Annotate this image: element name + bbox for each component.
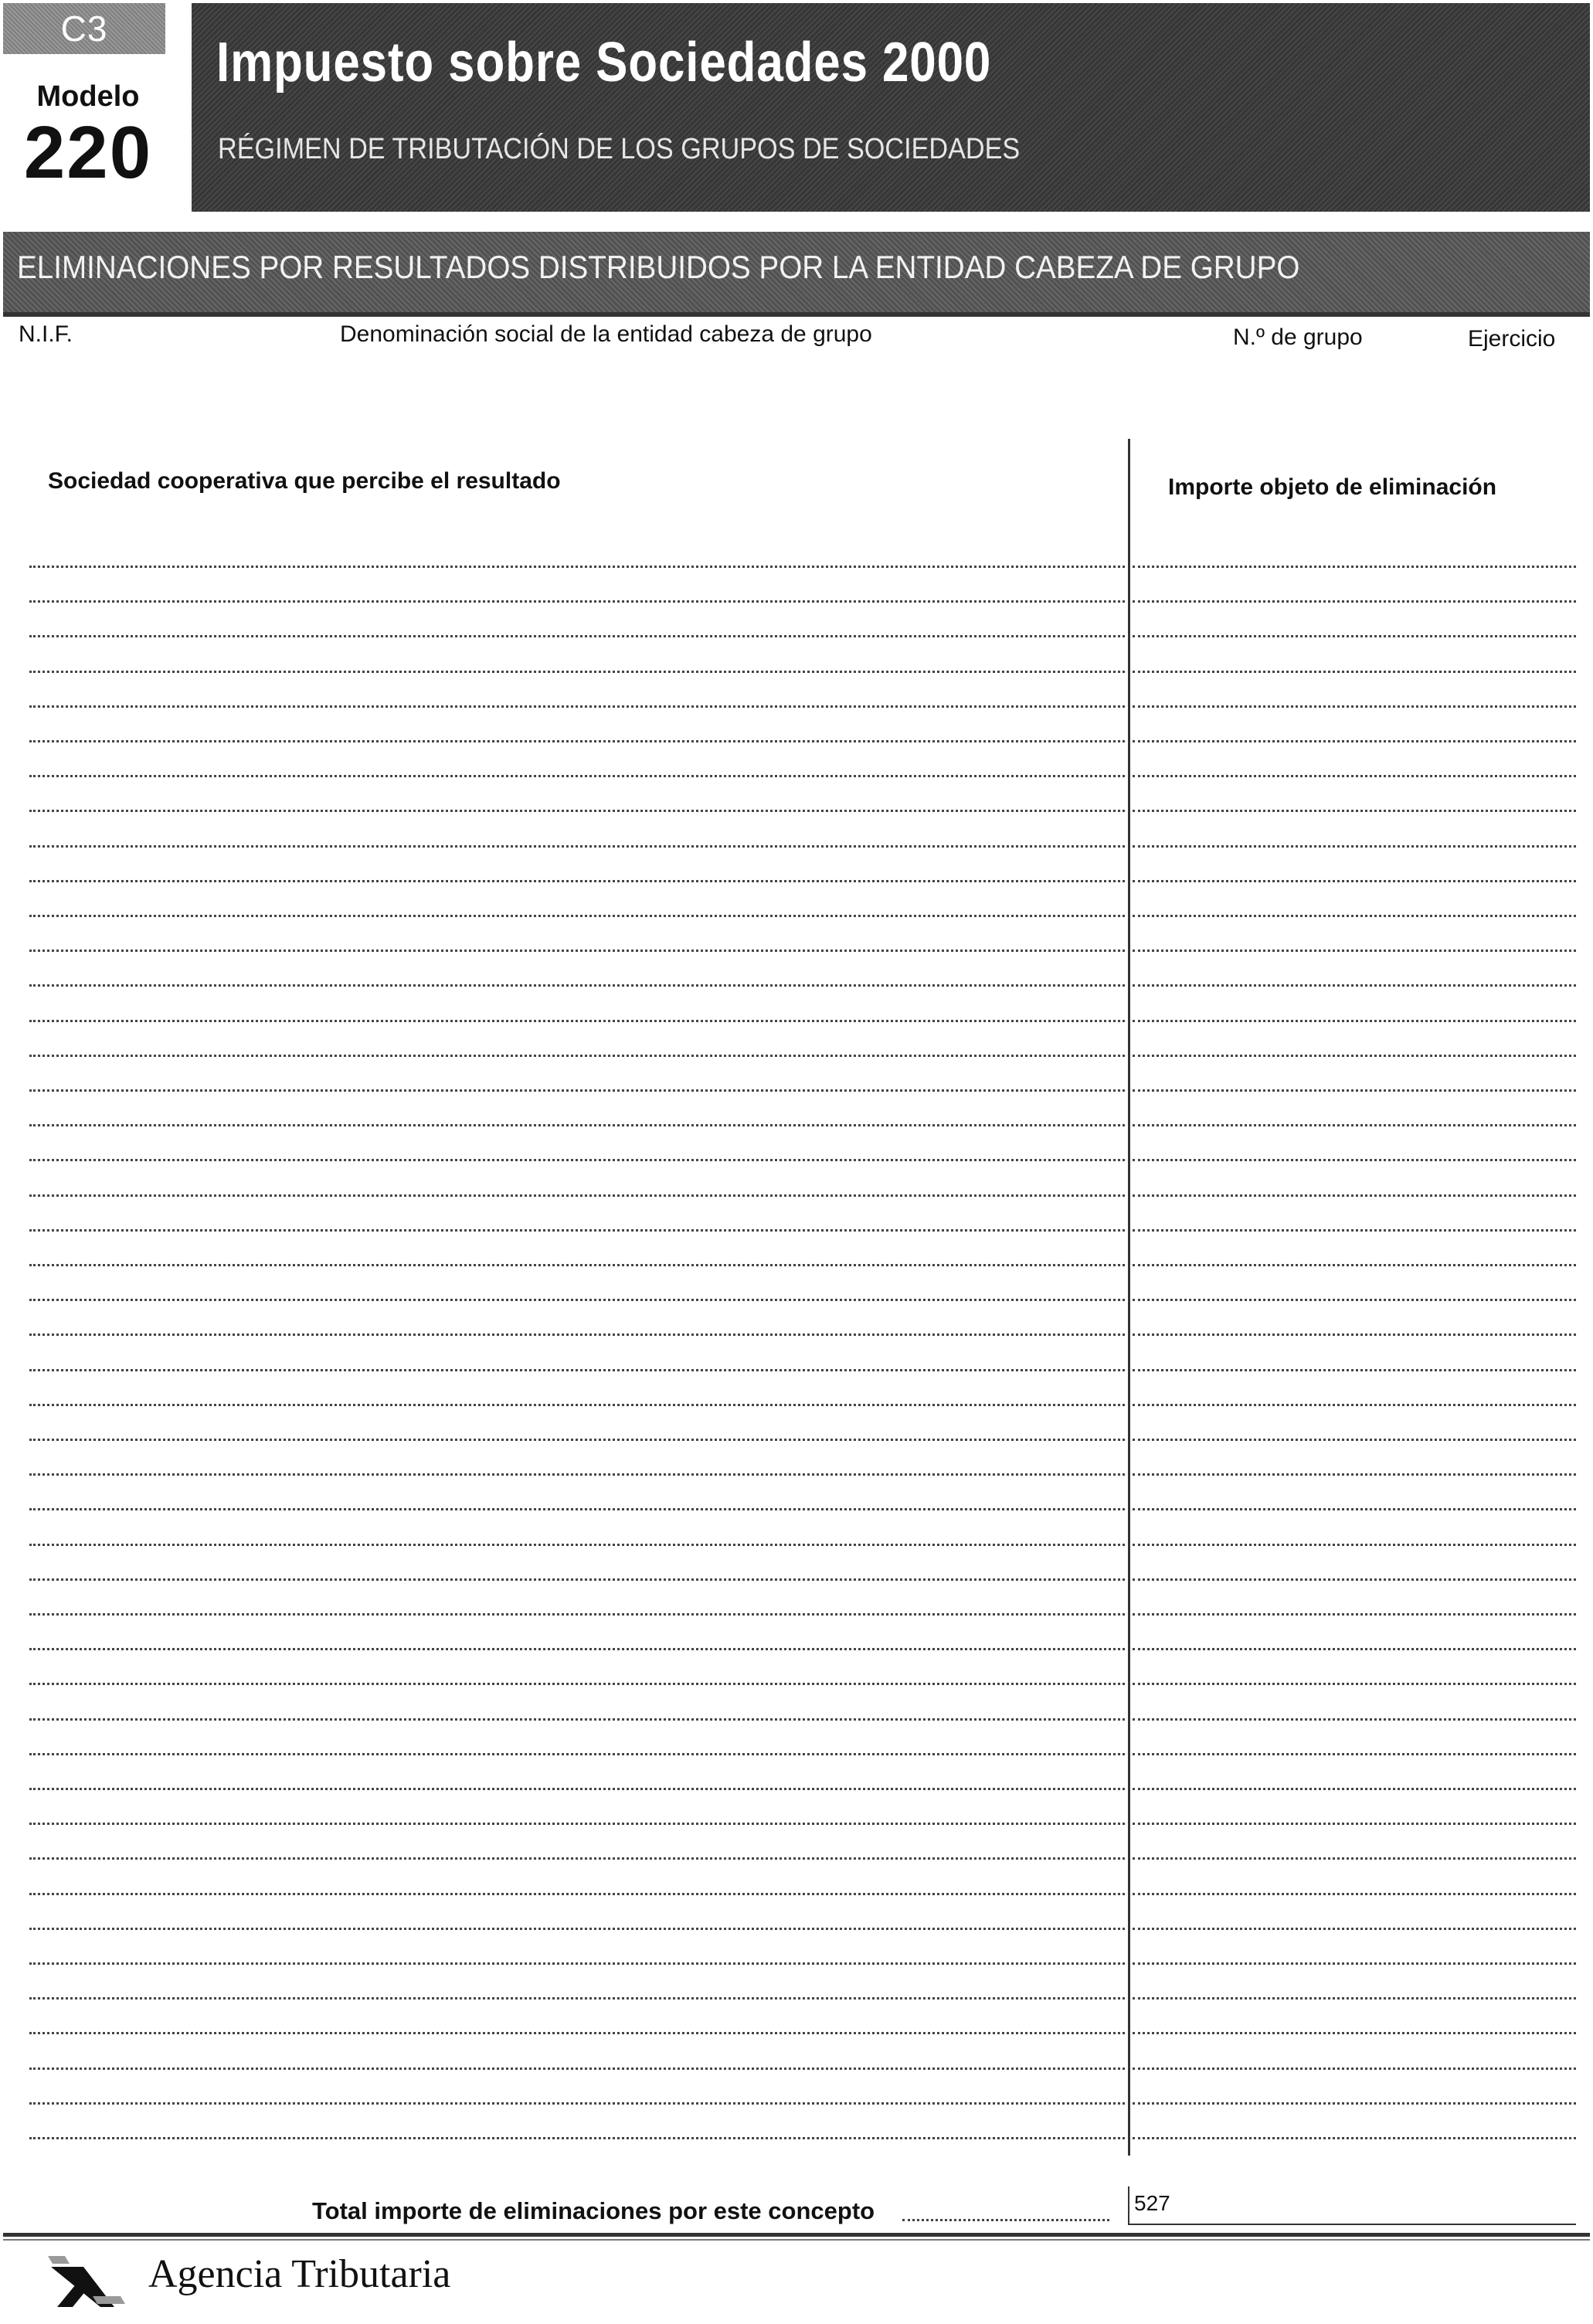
right-column-header: Importe objeto de eliminación bbox=[1168, 474, 1497, 500]
row-cooperativa-field[interactable] bbox=[29, 1055, 1125, 1057]
row-cooperativa-field[interactable] bbox=[29, 2102, 1125, 2105]
row-cooperativa-field[interactable] bbox=[29, 1473, 1125, 1476]
ejercicio-label: Ejercicio bbox=[1468, 326, 1556, 352]
row-importe-field[interactable] bbox=[1133, 1194, 1576, 1197]
section-rule bbox=[3, 312, 1590, 317]
row-cooperativa-field[interactable] bbox=[29, 775, 1125, 777]
row-cooperativa-field[interactable] bbox=[29, 1369, 1125, 1371]
row-importe-field[interactable] bbox=[1133, 775, 1576, 777]
row-importe-field[interactable] bbox=[1133, 1369, 1576, 1371]
row-importe-field[interactable] bbox=[1133, 1473, 1576, 1476]
total-label: Total importe de eliminaciones por este concepto bbox=[312, 2197, 875, 2224]
row-importe-field[interactable] bbox=[1133, 635, 1576, 637]
row-importe-field[interactable] bbox=[1133, 1823, 1576, 1825]
row-importe-field[interactable] bbox=[1133, 1718, 1576, 1721]
row-importe-field[interactable] bbox=[1133, 1299, 1576, 1301]
footer-rule-thin bbox=[3, 2239, 1590, 2241]
footer-rule bbox=[3, 2233, 1590, 2237]
row-importe-field[interactable] bbox=[1133, 705, 1576, 708]
row-cooperativa-field[interactable] bbox=[29, 880, 1125, 882]
row-cooperativa-field[interactable] bbox=[29, 1962, 1125, 1965]
row-importe-field[interactable] bbox=[1133, 1159, 1576, 1161]
row-importe-field[interactable] bbox=[1133, 1124, 1576, 1126]
row-cooperativa-field[interactable] bbox=[29, 671, 1125, 673]
row-cooperativa-field[interactable] bbox=[29, 600, 1125, 603]
row-importe-field[interactable] bbox=[1133, 1788, 1576, 1790]
row-cooperativa-field[interactable] bbox=[29, 1334, 1125, 1336]
row-importe-field[interactable] bbox=[1133, 1508, 1576, 1510]
row-importe-field[interactable] bbox=[1133, 1020, 1576, 1022]
row-cooperativa-field[interactable] bbox=[29, 1229, 1125, 1232]
page-subtitle: RÉGIMEN DE TRIBUTACIÓN DE LOS GRUPOS DE SOCIEDADES bbox=[218, 133, 1021, 165]
row-cooperativa-field[interactable] bbox=[29, 1893, 1125, 1895]
row-cooperativa-field[interactable] bbox=[29, 1159, 1125, 1161]
row-cooperativa-field[interactable] bbox=[29, 2067, 1125, 2070]
row-importe-field[interactable] bbox=[1133, 1055, 1576, 1057]
row-importe-field[interactable] bbox=[1133, 1962, 1576, 1965]
row-cooperativa-field[interactable] bbox=[29, 1124, 1125, 1126]
row-cooperativa-field[interactable] bbox=[29, 2137, 1125, 2139]
row-importe-field[interactable] bbox=[1133, 984, 1576, 987]
row-importe-field[interactable] bbox=[1133, 950, 1576, 952]
row-cooperativa-field[interactable] bbox=[29, 950, 1125, 952]
row-importe-field[interactable] bbox=[1133, 1334, 1576, 1336]
row-importe-field[interactable] bbox=[1133, 1648, 1576, 1650]
row-importe-field[interactable] bbox=[1133, 1893, 1576, 1895]
row-importe-field[interactable] bbox=[1133, 1229, 1576, 1232]
row-cooperativa-field[interactable] bbox=[29, 1404, 1125, 1406]
section-title: ELIMINACIONES POR RESULTADOS DISTRIBUIDOS POR LA ENTIDAD CABEZA DE GRUPO bbox=[17, 249, 1300, 285]
row-importe-field[interactable] bbox=[1133, 915, 1576, 917]
row-cooperativa-field[interactable] bbox=[29, 1508, 1125, 1510]
row-importe-field[interactable] bbox=[1133, 2032, 1576, 2034]
row-importe-field[interactable] bbox=[1133, 1439, 1576, 1441]
row-cooperativa-field[interactable] bbox=[29, 740, 1125, 742]
row-cooperativa-field[interactable] bbox=[29, 845, 1125, 848]
total-leader-dots bbox=[902, 2219, 1109, 2221]
left-column-header: Sociedad cooperativa que percibe el resultado bbox=[48, 468, 561, 494]
row-importe-field[interactable] bbox=[1133, 600, 1576, 603]
row-cooperativa-field[interactable] bbox=[29, 1928, 1125, 1930]
agency-name: Agencia Tributaria bbox=[148, 2252, 451, 2296]
row-cooperativa-field[interactable] bbox=[29, 566, 1125, 568]
row-importe-field[interactable] bbox=[1133, 1857, 1576, 1860]
row-importe-field[interactable] bbox=[1133, 1404, 1576, 1406]
total-box-code: 527 bbox=[1134, 2191, 1170, 2215]
row-cooperativa-field[interactable] bbox=[29, 1823, 1125, 1825]
row-importe-field[interactable] bbox=[1133, 1683, 1576, 1685]
column-divider bbox=[1128, 439, 1130, 2156]
row-cooperativa-field[interactable] bbox=[29, 810, 1125, 812]
grupo-label: N.º de grupo bbox=[1233, 324, 1363, 350]
row-cooperativa-field[interactable] bbox=[29, 984, 1125, 987]
row-cooperativa-field[interactable] bbox=[29, 705, 1125, 708]
nif-label: N.I.F. bbox=[19, 321, 73, 347]
row-cooperativa-field[interactable] bbox=[29, 1089, 1125, 1092]
row-cooperativa-field[interactable] bbox=[29, 1439, 1125, 1441]
row-cooperativa-field[interactable] bbox=[29, 1683, 1125, 1685]
row-cooperativa-field[interactable] bbox=[29, 1020, 1125, 1022]
row-importe-field[interactable] bbox=[1133, 845, 1576, 848]
row-importe-field[interactable] bbox=[1133, 1997, 1576, 2000]
row-importe-field[interactable] bbox=[1133, 880, 1576, 882]
modelo-label: Modelo bbox=[36, 80, 140, 113]
row-cooperativa-field[interactable] bbox=[29, 1264, 1125, 1266]
row-importe-field[interactable] bbox=[1133, 1544, 1576, 1546]
total-input-line[interactable] bbox=[1128, 2224, 1576, 2225]
total-box-edge bbox=[1128, 2186, 1129, 2224]
form-code: C3 bbox=[3, 3, 165, 54]
row-importe-field[interactable] bbox=[1133, 671, 1576, 673]
row-importe-field[interactable] bbox=[1133, 2137, 1576, 2139]
row-importe-field[interactable] bbox=[1133, 2102, 1576, 2105]
row-importe-field[interactable] bbox=[1133, 1089, 1576, 1092]
row-importe-field[interactable] bbox=[1133, 1578, 1576, 1581]
row-cooperativa-field[interactable] bbox=[29, 1857, 1125, 1860]
row-cooperativa-field[interactable] bbox=[29, 1194, 1125, 1197]
page-title: Impuesto sobre Sociedades 2000 bbox=[216, 32, 992, 93]
row-cooperativa-field[interactable] bbox=[29, 1299, 1125, 1301]
row-cooperativa-field[interactable] bbox=[29, 2032, 1125, 2034]
denominacion-label: Denominación social de la entidad cabeza de grupo bbox=[340, 321, 872, 347]
row-importe-field[interactable] bbox=[1133, 1928, 1576, 1930]
row-importe-field[interactable] bbox=[1133, 2067, 1576, 2070]
row-cooperativa-field[interactable] bbox=[29, 1578, 1125, 1581]
row-cooperativa-field[interactable] bbox=[29, 915, 1125, 917]
modelo-number: 220 bbox=[23, 111, 153, 194]
row-importe-field[interactable] bbox=[1133, 810, 1576, 812]
row-cooperativa-field[interactable] bbox=[29, 1544, 1125, 1546]
row-importe-field[interactable] bbox=[1133, 566, 1576, 568]
row-cooperativa-field[interactable] bbox=[29, 635, 1125, 637]
agencia-tributaria-logo-icon bbox=[46, 2250, 131, 2312]
row-cooperativa-field[interactable] bbox=[29, 1753, 1125, 1755]
row-importe-field[interactable] bbox=[1133, 1264, 1576, 1266]
row-cooperativa-field[interactable] bbox=[29, 1648, 1125, 1650]
row-cooperativa-field[interactable] bbox=[29, 1788, 1125, 1790]
row-importe-field[interactable] bbox=[1133, 1613, 1576, 1616]
row-importe-field[interactable] bbox=[1133, 740, 1576, 742]
row-importe-field[interactable] bbox=[1133, 1753, 1576, 1755]
row-cooperativa-field[interactable] bbox=[29, 1613, 1125, 1616]
row-cooperativa-field[interactable] bbox=[29, 1997, 1125, 2000]
row-cooperativa-field[interactable] bbox=[29, 1718, 1125, 1721]
